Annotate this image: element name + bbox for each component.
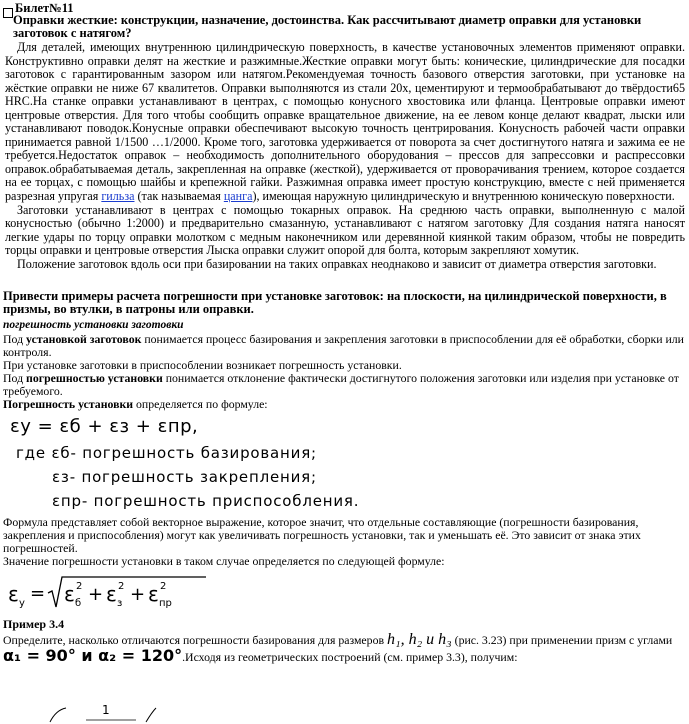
svg-text:+: + [88, 584, 104, 605]
svg-text:2: 2 [76, 581, 83, 592]
link-tsanga[interactable]: цанга [223, 189, 253, 204]
example-angles: α₁ = 90° и α₂ = 120° [3, 646, 183, 665]
svg-text:ε: ε [64, 582, 75, 606]
definition-1 [3, 333, 685, 359]
formula-error-sum [10, 416, 360, 516]
link-gilza[interactable]: гильза [101, 189, 135, 204]
svg-text:2: 2 [118, 581, 125, 592]
svg-text:ε: ε [106, 582, 117, 606]
example-line-2 [3, 648, 685, 665]
formula-eps-z-desc: - погрешность закрепления; [69, 468, 317, 486]
ticket-number: Билет№11 [15, 1, 74, 15]
definition-2: При установке заготовки в приспособлении возникает погрешность установки. [3, 358, 402, 372]
question-2-heading: Привести примеры расчета погрешности при установке заготовок: на плоскости, на цилиндрической поверхности, в призмы, во втулки, в патроны или оправки. [3, 289, 667, 316]
example-text [3, 632, 685, 665]
def1-pre: Под [3, 332, 24, 346]
formula-sqrt-drawing [6, 573, 226, 613]
fraction-fragment [46, 700, 166, 724]
paragraph-1-text: Для деталей, имеющих внутреннюю цилиндрическую поверхность, в качестве установочных элементов применяют оправки. Конструктивно оправки делят на жесткие и разжимные.Жесткие оправки могут быть: конические, цилиндрические для посадки заготовок с гарантированным зазором или натягом.Рекомендуемая точность базового отверстия заготовки, при установке на жёсткие оправки не ниже 67 квалитетов. Оправки выполняются из стали 20х, цементируют и термообрабатывают до твёрдости65 HRC.На станке оправки устанавливают в центрах, с помощью конусного хвостовика или фланца. Центровые оправки имеют центровые отверстия. Для того чтобы сообщить оправке вращательное движение, на ее левом конце делают квадрат, лыски или устанавливают поводок.Конусные оправки обеспечивают высокую точность центрирования. Конусность рабочей части оправки принимается равной 1/1500 …1/2000. Кроме того, заготовка удерживается от поворота за счет достигнутого натяга и зажима ее не требуется.Недостаток оправок – необходимость дополнительного оборудования – прессов для запрессовки и распрессовки оправок.обрабатываемая деталь, закрепленная на оправке (жесткой), удерживается от проворачивания трением, которое создается на ее торцах, с помощью шайбы и крепежной гайки. Разжимная оправка имеет простую конструкцию, вместе с ней применяется разрезная упругая [5, 40, 685, 204]
svg-text:б: б [75, 598, 82, 609]
checkbox-marker [3, 8, 13, 18]
example-sizes: h₁, h₂ и h₃ [387, 631, 452, 648]
formula-explanation [3, 516, 685, 568]
svg-text:=: = [30, 583, 46, 604]
example-line-2-post: .Исходя из геометрических построений (см. пример 3.3), получим: [182, 650, 518, 664]
explanation-2: Значение погрешности установки в таком случае определяется по следующей формуле: [3, 554, 445, 568]
explanation-1: Формула представляет собой векторное выражение, которое значит, что отдельные составляющие (погрешности базирования, закрепления и приспособления) могут как увеличивать погрешность установки, так и уменьшать её. Это зависит от знака этих погрешностей. [3, 515, 641, 555]
def3-pre: Под [3, 371, 24, 385]
formula-eps-b: εб [51, 444, 71, 462]
formula-main: εу = εб + εз + εпр, [10, 416, 199, 437]
def3-bold: погрешностью установки [26, 371, 163, 385]
formula-sqrt-image [6, 573, 226, 613]
formula-eps-pr-desc: - погрешность приспособления. [81, 492, 360, 510]
definitions [3, 333, 685, 411]
formula-eps-z: εз [52, 468, 70, 486]
def3-post: понимается отклонение фактически достигнутого положения заготовки или изделия при установке от требуемого. [3, 371, 679, 398]
formula-line-2 [52, 468, 317, 486]
formula-where: где [16, 444, 46, 462]
paragraph-1 [5, 41, 685, 204]
example-line-1-pre: Определите, насколько отличаются погрешности базирования для размеров [3, 633, 385, 647]
paragraph-1-end: ), имеющая наружную цилиндрическую и внутреннюю коническую поверхности. [252, 189, 675, 204]
formula-eps-b-desc: - погрешность базирования; [70, 444, 317, 462]
definition-4 [3, 398, 685, 411]
formula-where-line [16, 444, 317, 462]
definition-3 [3, 372, 685, 398]
svg-text:+: + [130, 584, 146, 605]
def1-post: понимается процесс базирования и закрепления заготовки в приспособлении для её обработки, сборки или контроля. [3, 332, 684, 359]
svg-text:ε: ε [148, 582, 159, 606]
formula-eps-pr: εпр [52, 492, 82, 510]
svg-text:2: 2 [160, 581, 167, 592]
def4-bold: Погрешность установки [3, 397, 134, 411]
question-1-heading: Оправки жесткие: конструкции, назначение, достоинства. Как рассчитывают диаметр оправки для установки заготовок с натягом? [13, 13, 642, 40]
paragraph-3: Положение заготовок вдоль оси при базировании на таких оправках неоднаково и зависит от диаметра отверстия заготовки. [17, 256, 657, 271]
def1-bold: установкой заготовок [26, 332, 142, 346]
def4-post: определяется по формуле: [136, 397, 268, 411]
formula-line-3 [52, 492, 359, 510]
paragraph-2: Заготовки устанавливают в центрах с помощью токарных оправок. На среднюю часть оправки, выполненную с малой конусностью (обычно 1:2000) и предварительно смазанную, устанавливают с натягом заготовку Для создания натяга наносят легкие удары по торцу оправки молотком с медным наконечником или деревянной киянкой таким образом, чтобы не повредить торцы оправки и центровые отверстия Лыска оправки служит опорой для болта, которым закрепляют хомутик. [5, 202, 685, 258]
svg-text:ε: ε [8, 582, 19, 606]
svg-text:y: y [19, 598, 25, 609]
svg-text:пр: пр [159, 598, 172, 609]
paragraph-1-mid: (так называемая [137, 189, 221, 204]
answer-1-body [5, 41, 685, 271]
svg-text:з: з [117, 598, 123, 609]
example-line-1-post: (рис. 3.23) при применении призм с углами [454, 633, 673, 647]
section-title: погрешность установки заготовки [3, 319, 184, 331]
example-title: Пример 3.4 [3, 617, 65, 631]
svg-text:1: 1 [102, 703, 110, 717]
